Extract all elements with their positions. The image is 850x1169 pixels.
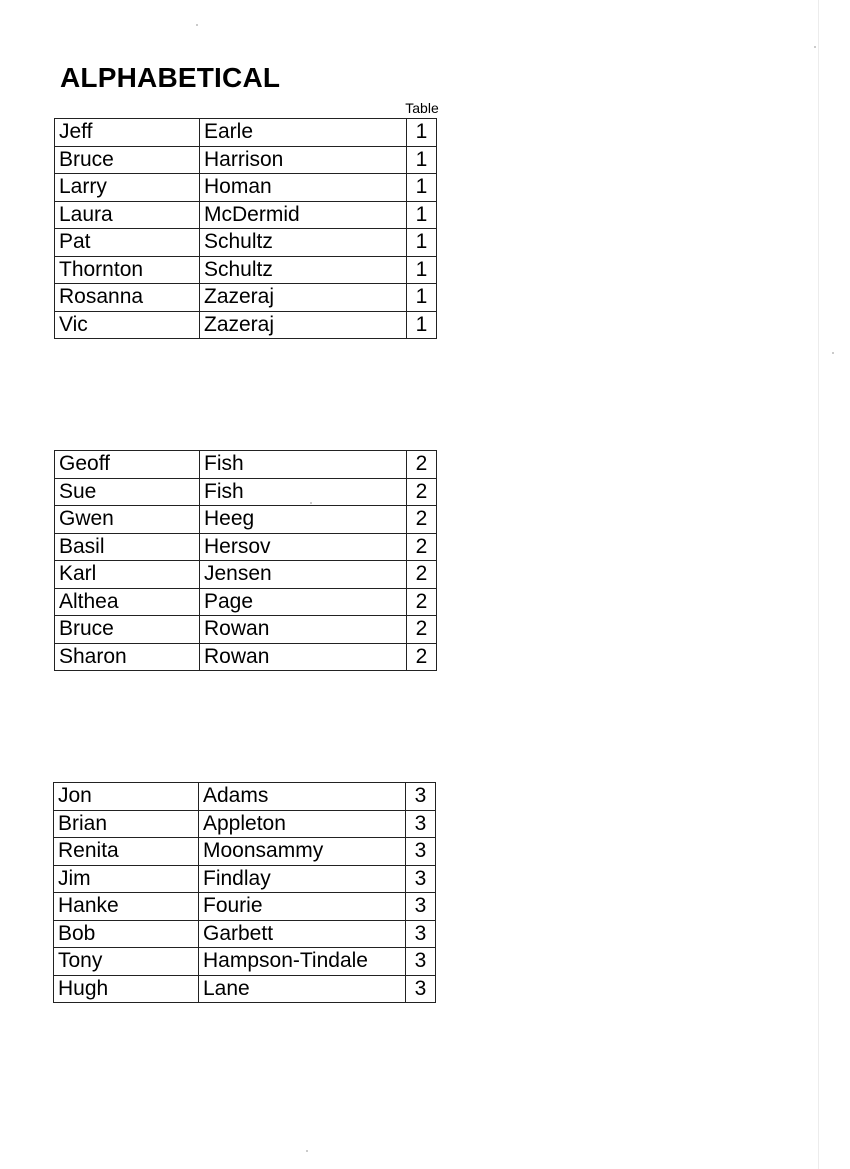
table-row (55, 146, 437, 174)
page-edge (818, 0, 819, 1169)
last-name-cell: Rowan (200, 643, 407, 671)
table-row (55, 588, 437, 616)
first-name-cell: Sue (55, 478, 200, 506)
table-number-cell: 1 (407, 229, 437, 257)
last-name-cell: Zazeraj (200, 284, 407, 312)
first-name-cell: Brian (54, 810, 199, 838)
first-name-cell: Thornton (55, 256, 200, 284)
table-row (54, 810, 436, 838)
first-name-cell: Althea (55, 588, 200, 616)
table-row (55, 561, 437, 589)
table-number-cell: 3 (406, 783, 436, 811)
last-name-cell: Zazeraj (200, 311, 407, 339)
first-name-cell: Laura (55, 201, 200, 229)
first-name-cell: Renita (54, 838, 199, 866)
table-row (55, 478, 437, 506)
table-number-cell: 2 (407, 561, 437, 589)
first-name-cell: Rosanna (55, 284, 200, 312)
last-name-cell: Schultz (200, 229, 407, 257)
table-row (54, 838, 436, 866)
table-number-cell: 1 (407, 256, 437, 284)
table-number-cell: 2 (407, 643, 437, 671)
scan-speck (310, 502, 312, 504)
table-row (54, 783, 436, 811)
last-name-cell: Lane (199, 975, 406, 1003)
table-number-cell: 3 (406, 893, 436, 921)
last-name-cell: Heeg (200, 506, 407, 534)
table-number-cell: 1 (407, 311, 437, 339)
table-row (55, 174, 437, 202)
table-number-cell: 3 (406, 920, 436, 948)
last-name-cell: Jensen (200, 561, 407, 589)
seating-table-2 (54, 450, 437, 671)
table-row (55, 284, 437, 312)
last-name-cell: Fish (200, 478, 407, 506)
scan-speck (814, 46, 816, 48)
table-row (54, 948, 436, 976)
last-name-cell: Fourie (199, 893, 406, 921)
first-name-cell: Basil (55, 533, 200, 561)
seating-table-1 (54, 118, 437, 339)
table-number-cell: 2 (407, 451, 437, 479)
first-name-cell: Karl (55, 561, 200, 589)
first-name-cell: Tony (54, 948, 199, 976)
first-name-cell: Bob (54, 920, 199, 948)
table-number-cell: 2 (407, 478, 437, 506)
table-row (55, 616, 437, 644)
table-number-cell: 2 (407, 533, 437, 561)
table-number-cell: 3 (406, 975, 436, 1003)
table-number-cell: 1 (407, 174, 437, 202)
last-name-cell: Fish (200, 451, 407, 479)
table-number-cell: 3 (406, 838, 436, 866)
scan-speck (832, 352, 834, 354)
table-row (54, 865, 436, 893)
last-name-cell: Homan (200, 174, 407, 202)
scan-speck (196, 24, 198, 26)
table-row (55, 201, 437, 229)
first-name-cell: Pat (55, 229, 200, 257)
last-name-cell: Schultz (200, 256, 407, 284)
table-row (55, 311, 437, 339)
last-name-cell: Moonsammy (199, 838, 406, 866)
last-name-cell: McDermid (200, 201, 407, 229)
table-row (54, 975, 436, 1003)
last-name-cell: Hersov (200, 533, 407, 561)
first-name-cell: Bruce (55, 146, 200, 174)
first-name-cell: Jon (54, 783, 199, 811)
table-number-cell: 2 (407, 616, 437, 644)
table-row (55, 229, 437, 257)
table-row (54, 920, 436, 948)
table-row (54, 893, 436, 921)
last-name-cell: Hampson-Tindale (199, 948, 406, 976)
last-name-cell: Garbett (199, 920, 406, 948)
table-row (55, 506, 437, 534)
table-number-cell: 1 (407, 146, 437, 174)
last-name-cell: Harrison (200, 146, 407, 174)
table-row (55, 119, 437, 147)
table-row (55, 533, 437, 561)
table-number-cell: 3 (406, 810, 436, 838)
first-name-cell: Geoff (55, 451, 200, 479)
first-name-cell: Sharon (55, 643, 200, 671)
scan-speck (306, 1150, 308, 1152)
first-name-cell: Jim (54, 865, 199, 893)
last-name-cell: Page (200, 588, 407, 616)
seating-table-3 (53, 782, 436, 1003)
first-name-cell: Hugh (54, 975, 199, 1003)
table-number-cell: 3 (406, 948, 436, 976)
table-row (55, 643, 437, 671)
table-row (55, 451, 437, 479)
first-name-cell: Gwen (55, 506, 200, 534)
first-name-cell: Bruce (55, 616, 200, 644)
table-number-cell: 2 (407, 588, 437, 616)
last-name-cell: Earle (200, 119, 407, 147)
table-number-cell: 1 (407, 284, 437, 312)
table-number-cell: 1 (407, 119, 437, 147)
first-name-cell: Vic (55, 311, 200, 339)
table-number-cell: 3 (406, 865, 436, 893)
first-name-cell: Larry (55, 174, 200, 202)
last-name-cell: Findlay (199, 865, 406, 893)
table-column-header: Table (405, 100, 439, 116)
first-name-cell: Hanke (54, 893, 199, 921)
first-name-cell: Jeff (55, 119, 200, 147)
table-number-cell: 1 (407, 201, 437, 229)
page-title: ALPHABETICAL (60, 62, 281, 93)
table-number-cell: 2 (407, 506, 437, 534)
last-name-cell: Rowan (200, 616, 407, 644)
last-name-cell: Appleton (199, 810, 406, 838)
last-name-cell: Adams (199, 783, 406, 811)
table-row (55, 256, 437, 284)
